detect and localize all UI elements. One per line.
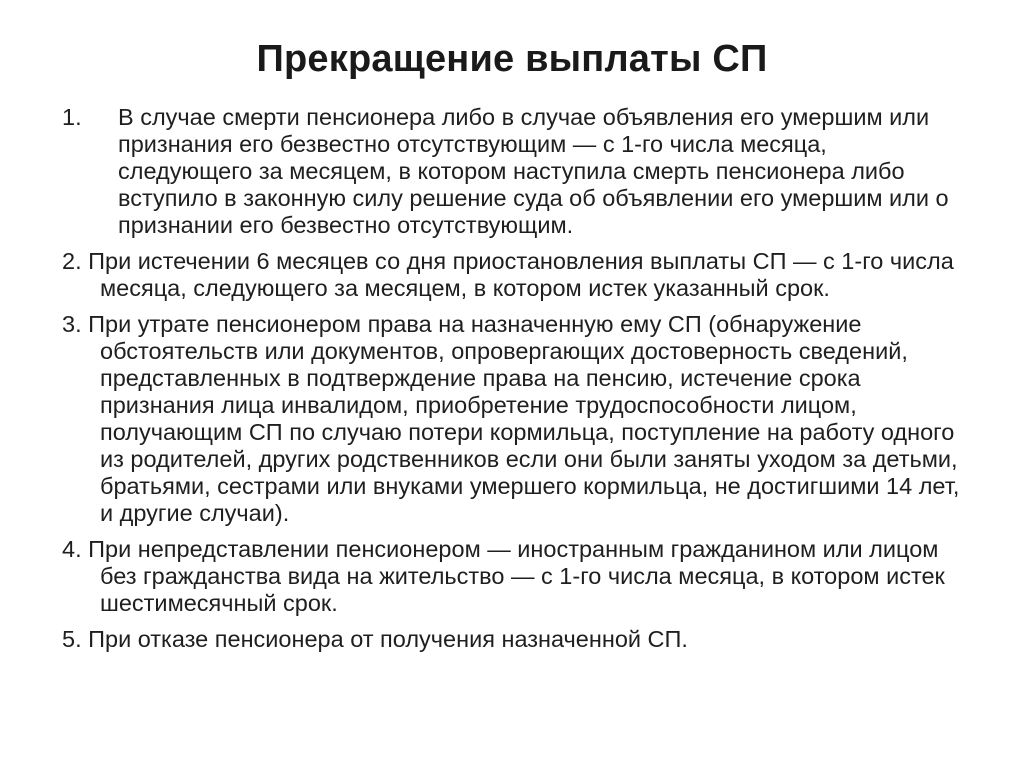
- list-item-2: 2. При истечении 6 месяцев со дня приостановления выплаты СП — с 1-го числа месяца, следующего за месяцем, в котором истек указанный срок.: [62, 248, 954, 301]
- list-item-text: В случае смерти пенсионера либо в случае объявления его умершим или признания его безвестно отсутствующим — с 1-го числа месяца, следующего за месяцем, в котором наступила смерть пенсионера либо вступило в законную силу решение суда об объявлении его умершим или о признании его безвестно отсутствующим.: [118, 104, 949, 238]
- slide-body: [62, 104, 967, 662]
- list-item-1: [62, 104, 967, 239]
- list-item-5: 5. При отказе пенсионера от получения назначенной СП.: [62, 626, 688, 652]
- list-item-3: 3. При утрате пенсионером права на назначенную ему СП (обнаружение обстоятельств или документов, опровергающих достоверность сведений, представленных в подтверждение права на пенсию, истечение срока признания лица инвалидом, приобретение трудоспособности лицом, получающим СП по случаю потери кормильца, поступление на работу одного из родителей, других родственников если они были заняты уходом за детьми, братьями, сестрами или внуками умершего кормильца, не достигшими 14 лет, и другие случаи).: [62, 311, 960, 526]
- slide-title: Прекращение выплаты СП: [256, 38, 768, 80]
- list-item-number: 1.: [62, 104, 82, 130]
- list-item-4: 4. При непредставлении пенсионером — иностранным гражданином или лицом без гражданства вида на жительство — с 1-го числа месяца, в котором истек шестимесячный срок.: [62, 536, 945, 616]
